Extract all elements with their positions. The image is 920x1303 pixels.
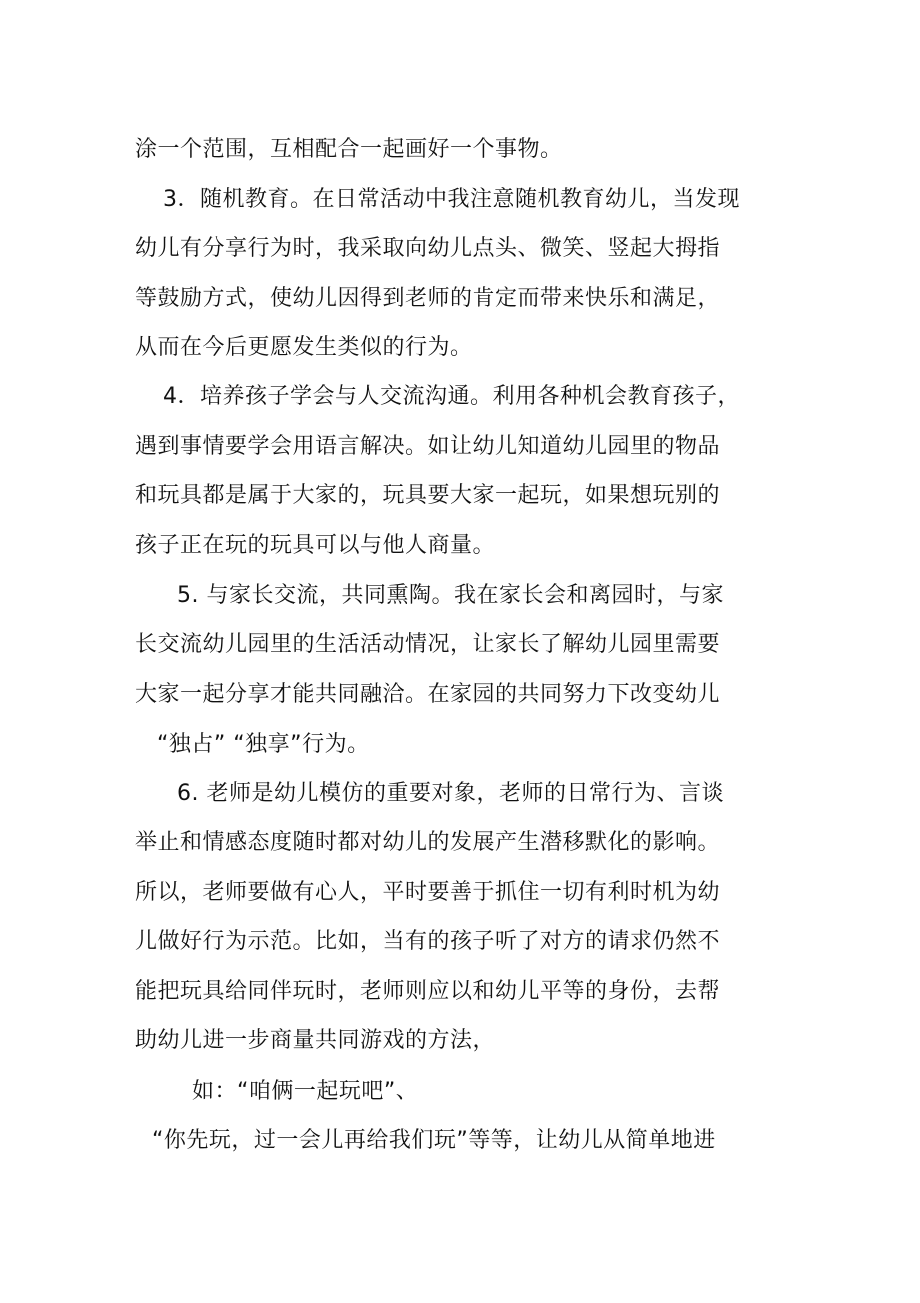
text-line: 从而在今后更愿发生类似的行为。 xyxy=(135,335,473,360)
text-line: 所以，老师要做有心人，平时要善于抓住一切有利时机为幼 xyxy=(135,880,721,905)
text-line: 能把玩具给同伴玩时，老师则应以和幼儿平等的身份，去帮 xyxy=(135,979,721,1004)
text-line: 涂一个范围，互相配合一起画好一个事物。 xyxy=(135,137,563,162)
text-line: 举止和情感态度随时都对幼儿的发展产生潜移默化的影响。 xyxy=(135,830,721,855)
text-line: 助幼儿进一步商量共同游戏的方法， xyxy=(135,1028,496,1053)
text-line: 幼儿有分享行为时，我采取向幼儿点头、微笑、竖起大拇指 xyxy=(135,236,721,261)
text-line: 和玩具都是属于大家的，玩具要大家一起玩，如果想玩别的 xyxy=(135,483,721,508)
text-line: “你先玩，过一会儿再给我们玩”等等，让幼儿从简单地进 xyxy=(152,1128,716,1153)
text-line: 5. 与家长交流，共同熏陶。我在家长会和离园时，与家 xyxy=(177,583,724,608)
text-line: 6. 老师是幼儿模仿的重要对象，老师的日常行为、言谈 xyxy=(177,781,724,806)
text-line: “独占” “独享”行为。 xyxy=(157,732,370,757)
text-line: 4．培养孩子学会与人交流沟通。利用各种机会教育孩子， xyxy=(163,384,740,409)
text-line: 如：“咱俩一起玩吧”、 xyxy=(192,1079,419,1104)
text-line: 等鼓励方式，使幼儿因得到老师的肯定而带来快乐和满足， xyxy=(135,286,721,311)
text-line: 3．随机教育。在日常活动中我注意随机教育幼儿，当发现 xyxy=(163,187,740,212)
text-line: 长交流幼儿园里的生活活动情况，让家长了解幼儿园里需要 xyxy=(135,632,721,657)
text-line: 遇到事情要学会用语言解决。如让幼儿知道幼儿园里的物品 xyxy=(135,434,721,459)
text-line: 儿做好行为示范。比如，当有的孩子听了对方的请求仍然不 xyxy=(135,929,721,954)
text-line: 孩子正在玩的玩具可以与他人商量。 xyxy=(135,533,496,558)
text-line: 大家一起分享才能共同融洽。在家园的共同努力下改变幼儿 xyxy=(135,682,721,707)
